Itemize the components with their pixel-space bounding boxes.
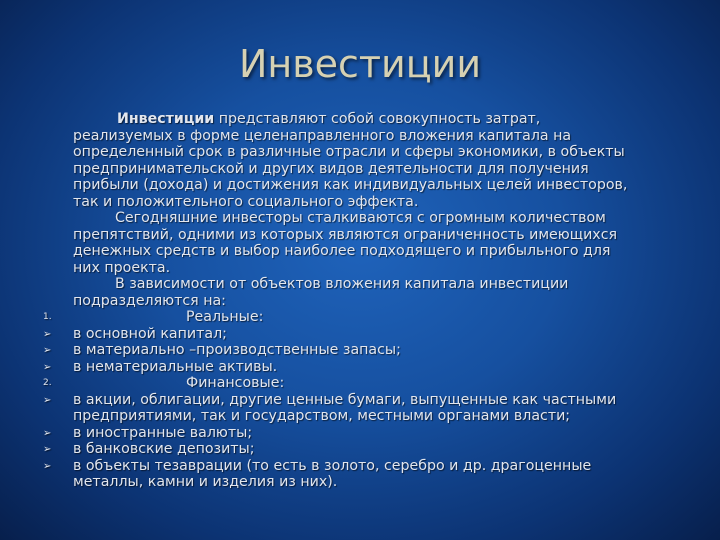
paragraph2-line: них проекта. [73,259,171,276]
list-item-text: предприятиями, так и государством, местными органами власти; [73,408,571,424]
intro-line: реализуемых в форме целенаправленного вложения капитала на [73,127,572,144]
paragraph3-line: В зависимости от объектов вложения капитала инвестиции [115,276,569,292]
bullet-arrow-icon: ➢ [43,444,52,455]
paragraph2-line: препятствий, одними из которых являются ограниченность имеющихся [73,226,618,243]
list-item [43,342,693,359]
list-item [43,441,693,458]
intro-line: предпринимательской и других видов деятельности для получения [73,160,589,177]
list-item-text: в основной капитал; [73,325,227,342]
list-number: 2. [43,378,52,388]
bullet-arrow-icon: ➢ [43,345,52,356]
list-item [43,325,693,343]
list-item-text: металлы, камни и изделия из них). [73,474,338,490]
list-item [43,391,693,425]
paragraph2-line: денежных средств и выбор наиболее подходящего и прибыльного для [73,243,611,259]
list-item [43,358,693,376]
list-item-text: в банковские депозиты; [73,441,255,457]
list-item-text: Реальные: [186,309,264,325]
list-item-text: в нематериальные активы. [73,358,278,375]
intro-line: определенный срок в различные отрасли и сферы экономики, в объекты [73,144,625,160]
intro-line: прибыли (дохода) и достижения как индивидуальных целей инвесторов, [73,177,628,193]
list-number: 1. [43,312,52,322]
list-item [43,457,693,491]
paragraph3-line: подразделяются на: [73,292,226,309]
bullet-arrow-icon: ➢ [43,328,52,340]
bullet-arrow-icon: ➢ [43,394,52,406]
list-item [43,424,693,442]
slide-body [43,111,693,491]
intro-bold-word: Инвестиции [117,111,215,127]
list-heading [43,375,693,392]
intro-first-line-rest: представляют собой совокупность затрат, [214,111,541,127]
list-item-text: в иностранные валюты; [73,424,253,441]
bullet-arrow-icon: ➢ [43,361,52,373]
investment-types-list [43,309,693,491]
list-item-text: в объекты тезаврации (то есть в золото, серебро и др. драгоценные [73,457,592,474]
list-item-text: Финансовые: [186,375,285,391]
intro-first-line [73,111,693,128]
intro-line: так и положительного социального эффекта. [73,193,419,210]
list-heading [43,309,693,326]
list-item-text: в материально –производственные запасы; [73,342,401,358]
list-item-text: в акции, облигации, другие ценные бумаги, выпущенные как частными [73,391,617,408]
bullet-arrow-icon: ➢ [43,460,52,472]
paragraph2-line: Сегодняшние инвесторы сталкиваются с огромным количеством [115,210,606,226]
slide-title: Инвестиции [238,42,482,86]
bullet-arrow-icon: ➢ [43,427,52,439]
